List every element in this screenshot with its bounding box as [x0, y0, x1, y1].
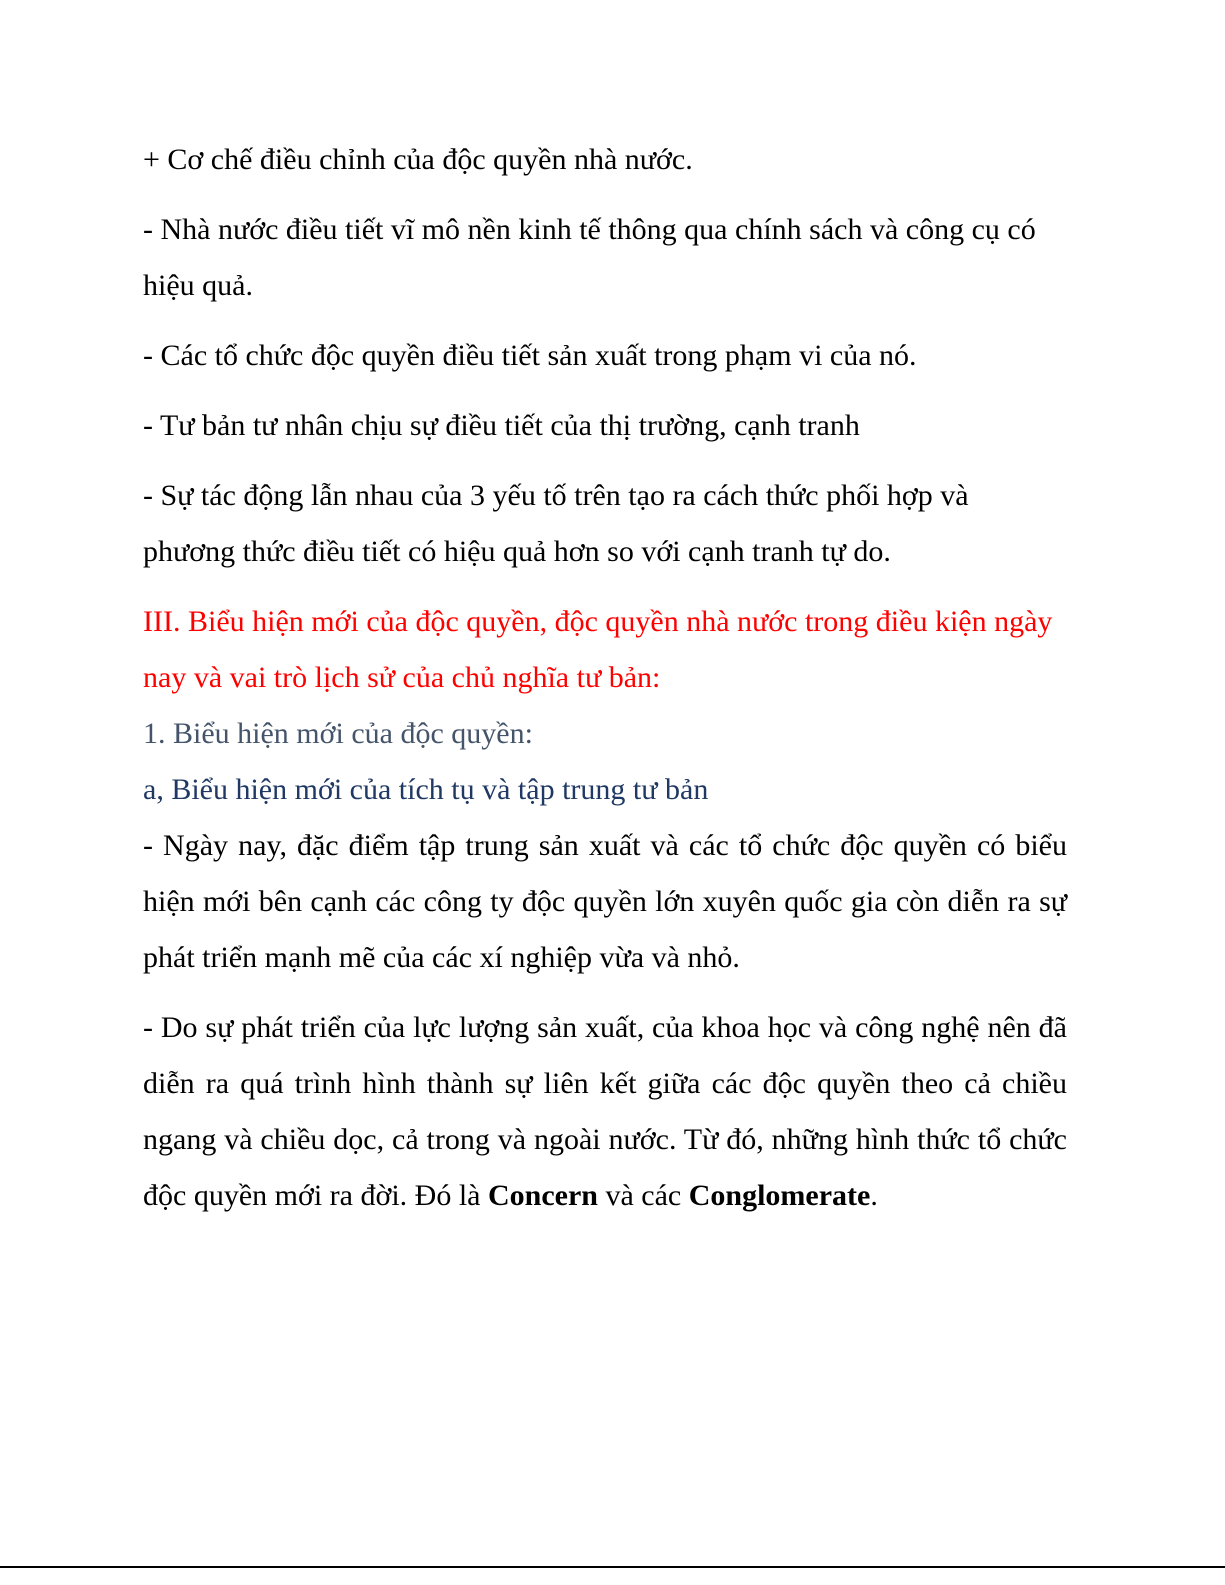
section-heading: III. Biểu hiện mới của độc quyền, độc quyền nhà nước trong điều kiện ngày nay và vai trò lịch sử của chủ nghĩa tư bản: [143, 605, 1053, 694]
new-forms-text-before: - Do sự phát triển của lực lượng sản xuất, của khoa học và công nghệ nên đã diễn ra quá trình hình thành sự liên kết giữa các độc quyền theo cả chiều ngang và chiều dọc, cả trong và ngoài nước. Từ đó, những hình thức tổ chức độc quyền mới ra đời. Đó là [143, 1011, 1067, 1212]
term-conglomerate: Conglomerate [688, 1179, 871, 1212]
subheading-accumulation: a, Biểu hiện mới của tích tụ và tập trung tư bản [143, 773, 709, 806]
bottom-divider [0, 1566, 1225, 1568]
paragraph-private-capital: - Tư bản tư nhân chịu sự điều tiết của thị trường, cạnh tranh [143, 409, 860, 442]
paragraph-state-regulation: - Nhà nước điều tiết vĩ mô nền kinh tế thông qua chính sách và công cụ có hiệu quả. [143, 213, 1036, 302]
new-forms-text-middle: và các [597, 1179, 689, 1212]
paragraph-monopoly-organizations: - Các tổ chức độc quyền điều tiết sản xuất trong phạm vi của nó. [143, 339, 917, 372]
document-body [143, 132, 1067, 1224]
paragraph-new-forms [143, 1000, 1067, 1224]
paragraph-concentration: - Ngày nay, đặc điểm tập trung sản xuất và các tổ chức độc quyền có biểu hiện mới bên cạnh các công ty độc quyền lớn xuyên quốc gia còn diễn ra sự phát triển mạnh mẽ của các xí nghiệp vừa và nhỏ. [143, 829, 1067, 974]
paragraph-mechanism-heading: + Cơ chế điều chỉnh của độc quyền nhà nước. [143, 143, 693, 176]
subheading-new-manifestations: 1. Biểu hiện mới của độc quyền: [143, 717, 533, 750]
paragraph-interaction: - Sự tác động lẫn nhau của 3 yếu tố trên tạo ra cách thức phối hợp và phương thức điều tiết có hiệu quả hơn so với cạnh tranh tự do. [143, 479, 969, 568]
term-concern: Concern [488, 1179, 598, 1212]
new-forms-text-end: . [870, 1179, 878, 1212]
